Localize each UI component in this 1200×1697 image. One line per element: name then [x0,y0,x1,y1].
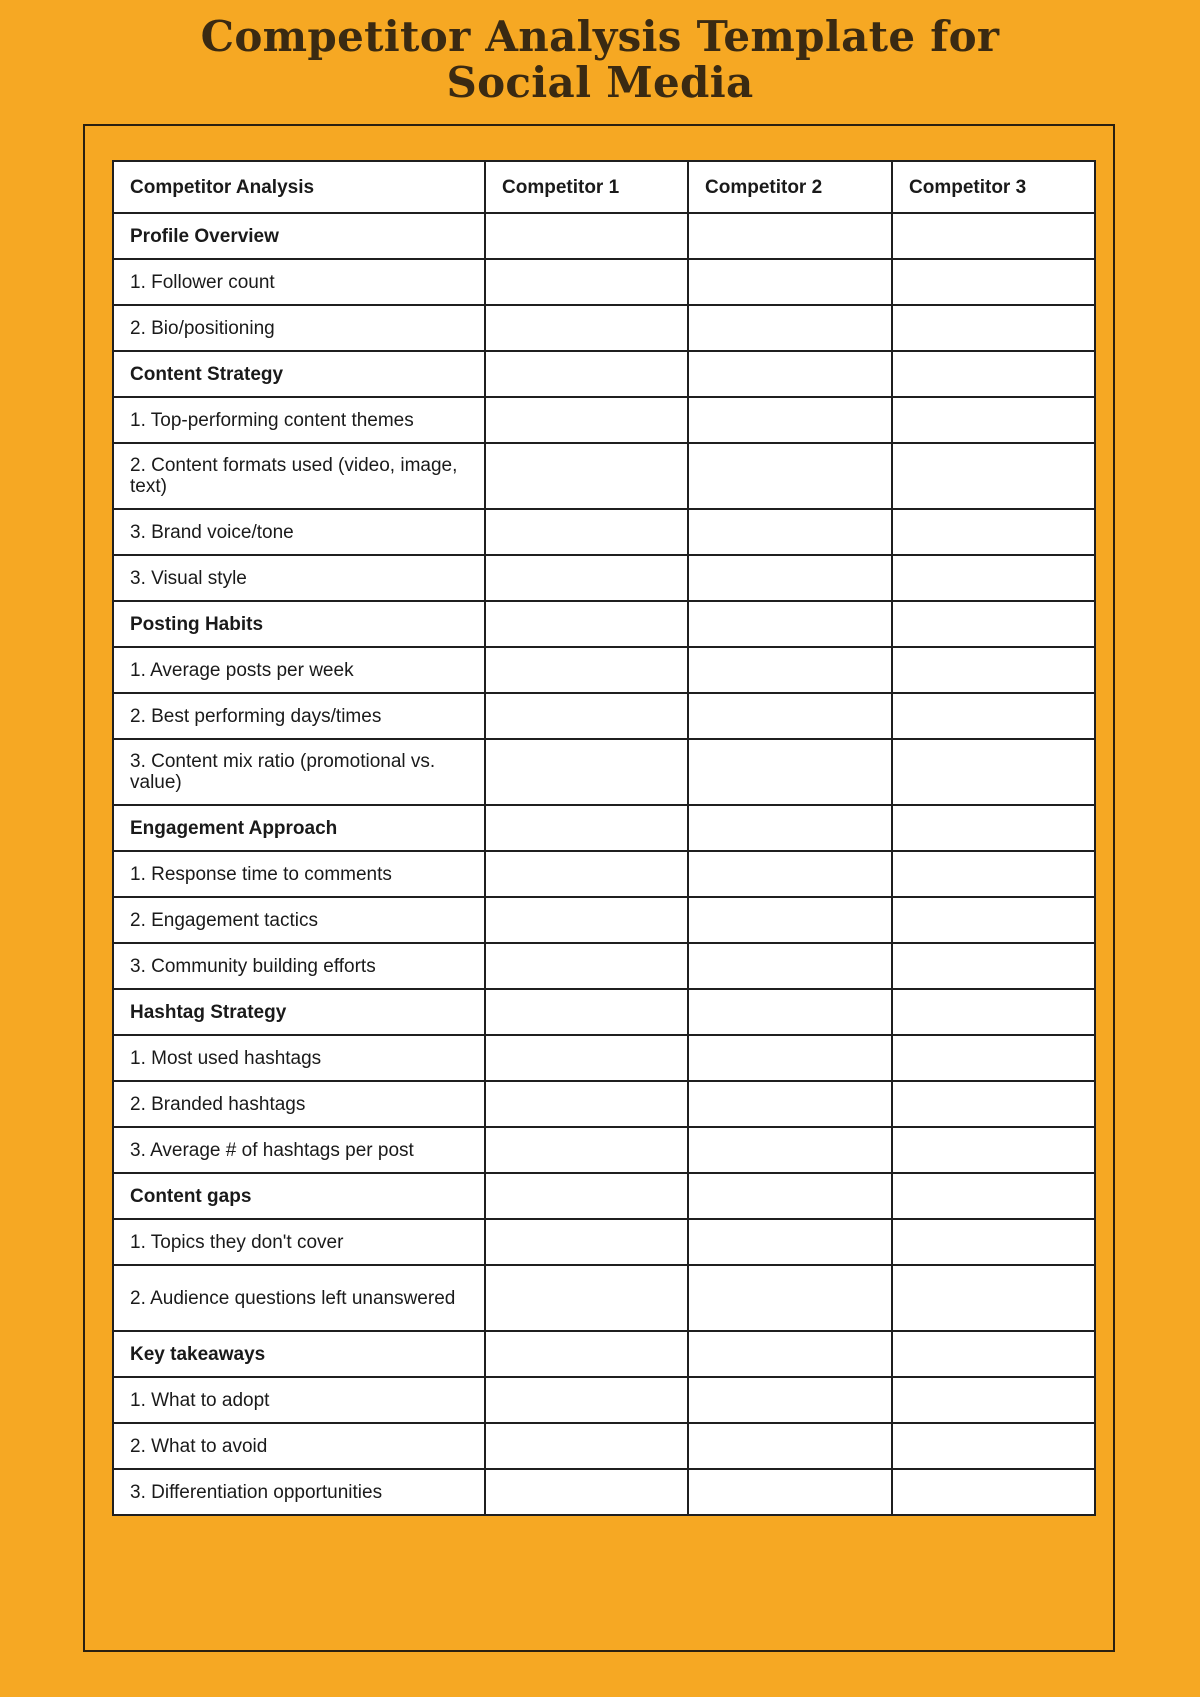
competitor-1-cell[interactable] [485,1127,688,1173]
competitor-3-cell[interactable] [892,897,1095,943]
table-row [113,693,1095,739]
section-heading: Engagement Approach [113,805,485,851]
competitor-2-cell[interactable] [688,943,892,989]
criteria-label: 1. Topics they don't cover [113,1219,485,1265]
competitor-3-cell[interactable] [892,1469,1095,1515]
table-row [113,397,1095,443]
competitor-1-cell[interactable] [485,1469,688,1515]
competitor-3-cell[interactable] [892,739,1095,805]
competitor-1-cell[interactable] [485,443,688,509]
competitor-1-cell[interactable] [485,1173,688,1219]
table-row [113,1219,1095,1265]
competitor-3-cell[interactable] [892,805,1095,851]
criteria-label: 2. Bio/positioning [113,305,485,351]
competitor-3-cell[interactable] [892,259,1095,305]
competitor-1-cell[interactable] [485,1331,688,1377]
competitor-2-cell[interactable] [688,259,892,305]
competitor-3-cell[interactable] [892,1423,1095,1469]
competitor-2-cell[interactable] [688,1469,892,1515]
section-heading: Content Strategy [113,351,485,397]
competitor-2-cell[interactable] [688,739,892,805]
section-row [113,1173,1095,1219]
table-body [113,213,1095,1515]
header-competitor-3: Competitor 3 [892,161,1095,213]
competitor-1-cell[interactable] [485,851,688,897]
competitor-1-cell[interactable] [485,259,688,305]
competitor-3-cell[interactable] [892,601,1095,647]
competitor-1-cell[interactable] [485,739,688,805]
competitor-2-cell[interactable] [688,1127,892,1173]
criteria-label: 2. Content formats used (video, image, text) [113,443,485,509]
criteria-label: 3. Visual style [113,555,485,601]
header-competitor-1: Competitor 1 [485,161,688,213]
section-heading: Hashtag Strategy [113,989,485,1035]
table-row [113,305,1095,351]
competitor-3-cell[interactable] [892,397,1095,443]
competitor-3-cell[interactable] [892,351,1095,397]
competitor-1-cell[interactable] [485,555,688,601]
section-heading: Posting Habits [113,601,485,647]
table-row [113,509,1095,555]
competitor-1-cell[interactable] [485,305,688,351]
competitor-2-cell[interactable] [688,443,892,509]
competitor-3-cell[interactable] [892,989,1095,1035]
competitor-2-cell[interactable] [688,897,892,943]
criteria-label: 1. Most used hashtags [113,1035,485,1081]
criteria-label: 3. Content mix ratio (promotional vs. value) [113,739,485,805]
competitor-3-cell[interactable] [892,1265,1095,1331]
competitor-2-cell[interactable] [688,1173,892,1219]
table-row [113,1469,1095,1515]
table-row [113,943,1095,989]
competitor-1-cell[interactable] [485,509,688,555]
section-row [113,1331,1095,1377]
title-line-2: Social Media [446,58,754,107]
section-heading: Content gaps [113,1173,485,1219]
competitor-2-cell[interactable] [688,851,892,897]
competitor-3-cell[interactable] [892,1081,1095,1127]
competitor-3-cell[interactable] [892,443,1095,509]
table-row [113,897,1095,943]
competitor-2-cell[interactable] [688,509,892,555]
competitor-2-cell[interactable] [688,351,892,397]
competitor-2-cell[interactable] [688,305,892,351]
competitor-3-cell[interactable] [892,851,1095,897]
competitor-1-cell[interactable] [485,213,688,259]
table-row [113,1265,1095,1331]
competitor-1-cell[interactable] [485,897,688,943]
competitor-2-cell[interactable] [688,1219,892,1265]
competitor-1-cell[interactable] [485,805,688,851]
competitor-3-cell[interactable] [892,305,1095,351]
table-row [113,1423,1095,1469]
competitor-3-cell[interactable] [892,1331,1095,1377]
section-row [113,601,1095,647]
competitor-1-cell[interactable] [485,1265,688,1331]
table-row [113,443,1095,509]
competitor-1-cell[interactable] [485,1081,688,1127]
criteria-label: 3. Community building efforts [113,943,485,989]
competitor-2-cell[interactable] [688,213,892,259]
criteria-label: 1. Response time to comments [113,851,485,897]
competitor-3-cell[interactable] [892,647,1095,693]
criteria-label: 2. What to avoid [113,1423,485,1469]
competitor-1-cell[interactable] [485,397,688,443]
criteria-label: 1. Average posts per week [113,647,485,693]
criteria-label: 2. Audience questions left unanswered [113,1265,485,1331]
competitor-2-cell[interactable] [688,1377,892,1423]
page-title [0,14,1200,106]
competitor-1-cell[interactable] [485,1377,688,1423]
table-row [113,1035,1095,1081]
competitor-2-cell[interactable] [688,989,892,1035]
competitor-1-cell[interactable] [485,351,688,397]
competitor-2-cell[interactable] [688,555,892,601]
competitor-2-cell[interactable] [688,1035,892,1081]
table-header-row [113,161,1095,213]
competitor-3-cell[interactable] [892,509,1095,555]
table-row [113,259,1095,305]
criteria-label: 2. Engagement tactics [113,897,485,943]
competitor-2-cell[interactable] [688,1423,892,1469]
competitor-1-cell[interactable] [485,601,688,647]
table-row [113,1377,1095,1423]
competitor-1-cell[interactable] [485,989,688,1035]
criteria-label: 3. Average # of hashtags per post [113,1127,485,1173]
competitor-3-cell[interactable] [892,1035,1095,1081]
table-row [113,1127,1095,1173]
competitor-3-cell[interactable] [892,1173,1095,1219]
table-row [113,555,1095,601]
section-row [113,213,1095,259]
competitor-2-cell[interactable] [688,1331,892,1377]
section-row [113,989,1095,1035]
table-row [113,1081,1095,1127]
criteria-label: 1. What to adopt [113,1377,485,1423]
competitor-3-cell[interactable] [892,1127,1095,1173]
competitor-1-cell[interactable] [485,1035,688,1081]
competitor-2-cell[interactable] [688,601,892,647]
criteria-label: 1. Follower count [113,259,485,305]
criteria-label: 3. Brand voice/tone [113,509,485,555]
competitor-3-cell[interactable] [892,943,1095,989]
competitor-1-cell[interactable] [485,1219,688,1265]
criteria-label: 2. Branded hashtags [113,1081,485,1127]
header-competitor-2: Competitor 2 [688,161,892,213]
criteria-label: 3. Differentiation opportunities [113,1469,485,1515]
section-row [113,351,1095,397]
section-heading: Key takeaways [113,1331,485,1377]
competitor-2-cell[interactable] [688,693,892,739]
table-row [113,851,1095,897]
competitor-1-cell[interactable] [485,943,688,989]
table-row [113,647,1095,693]
competitor-analysis-table [112,160,1096,1516]
section-row [113,805,1095,851]
competitor-3-cell[interactable] [892,555,1095,601]
competitor-2-cell[interactable] [688,1081,892,1127]
criteria-label: 1. Top-performing content themes [113,397,485,443]
competitor-2-cell[interactable] [688,1265,892,1331]
section-heading: Profile Overview [113,213,485,259]
competitor-1-cell[interactable] [485,693,688,739]
competitor-2-cell[interactable] [688,647,892,693]
header-competitor-analysis: Competitor Analysis [113,161,485,213]
competitor-3-cell[interactable] [892,213,1095,259]
criteria-label: 2. Best performing days/times [113,693,485,739]
competitor-1-cell[interactable] [485,647,688,693]
competitor-3-cell[interactable] [892,1377,1095,1423]
table-row [113,739,1095,805]
competitor-3-cell[interactable] [892,1219,1095,1265]
competitor-1-cell[interactable] [485,1423,688,1469]
competitor-2-cell[interactable] [688,397,892,443]
competitor-3-cell[interactable] [892,693,1095,739]
competitor-2-cell[interactable] [688,805,892,851]
title-line-1: Competitor Analysis Template for [200,12,1000,61]
